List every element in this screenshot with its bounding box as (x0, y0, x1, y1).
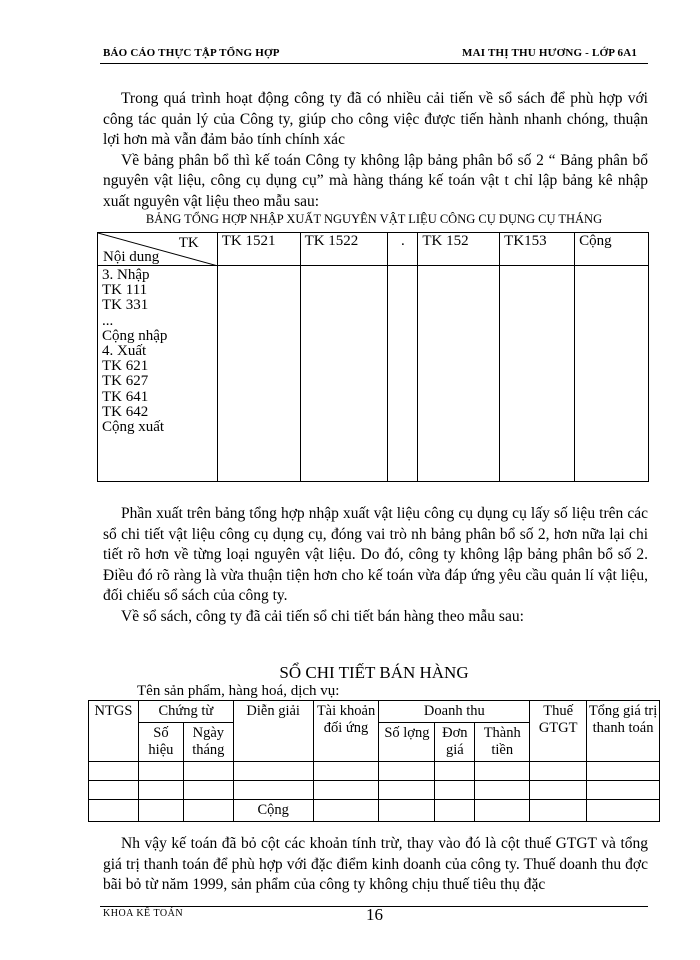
row-label: 4. Xuất (102, 343, 147, 360)
middle-paragraph-2: Về sổ sách, công ty đã cải tiến sổ chi tiết bán hàng theo mẫu sau: (121, 607, 524, 625)
table2-subtitle: Tên sản phẩm, hàng hoá, dịch vụ: (137, 683, 340, 699)
table-row (89, 781, 660, 800)
header-tai-khoan: Tài khoản đối ứng (313, 701, 379, 762)
header-left: BÁO CÁO THỰC TẬP TỔNG HỢP (103, 47, 280, 59)
intro-text (103, 89, 648, 212)
column-header: TK 1521 (217, 233, 300, 266)
intro-paragraph-1: Trong quá trình hoạt động công ty đã có nhiều cải tiến về sổ sách để phù hợp với công tác quản lý của Công ty, giúp cho công việc được tiến hành nhanh chóng, thuận lợi hơn mà vẫn đảm bảo tính chính xác (103, 90, 648, 148)
header-thue-gtgt: Thuế GTGT (530, 701, 587, 762)
diagonal-header-cell (98, 233, 218, 266)
column-header: . (388, 233, 418, 266)
table2-title: SỔ CHI TIẾT BÁN HÀNG (279, 663, 469, 682)
middle-paragraph-1: Phần xuất trên bảng tổng hợp nhập xuất vật liệu công cụ dụng cụ lấy số liệu trên các sổ chi tiết vật liệu công cụ dụng cụ, đóng vai trò nh bảng phân bổ số 2, hơn nữa lại chi tiết rõ hơn về từng loại nguyên vật liệu. Do đó, công ty không lập bảng phân bổ số 2. Điều đó rõ ràng là vừa thuận tiện hơn cho kế toán vừa đáp ứng yêu cầu quản lí vật liệu, đối chiếu sổ sách của công ty. (103, 505, 648, 604)
table-total-row (89, 800, 660, 822)
middle-text (103, 504, 648, 627)
header-don-gia: Đơn giá (435, 723, 475, 762)
header-rule (100, 63, 648, 64)
header-doanh-thu: Doanh thu (379, 701, 530, 723)
header-thanh-tien: Thành tiền (475, 723, 530, 762)
sales-detail-table (88, 700, 660, 822)
page-number: 16 (366, 905, 383, 924)
row-label: TK 627 (102, 373, 149, 390)
closing-text (103, 834, 648, 896)
row-labels-cell (98, 266, 218, 482)
inventory-summary-table (97, 232, 649, 482)
column-header: Cộng (575, 233, 649, 266)
row-label: Cộng xuất (102, 419, 165, 436)
header-ngay-thang: Ngày tháng (183, 723, 233, 762)
corner-top-label: TK (178, 235, 199, 251)
header-so-luong: Số lợng (379, 723, 435, 762)
row-label: TK 641 (102, 388, 149, 405)
row-label: 3. Nhập (102, 267, 150, 283)
column-header: TK 152 (418, 233, 500, 266)
row-label: TK 111 (102, 282, 148, 299)
header-tong-gia: Tổng giá trị thanh toán (587, 701, 660, 762)
footer-left: KHOA KẾ TOÁN (103, 908, 184, 919)
row-label: ... (102, 312, 114, 329)
data-cell (217, 266, 300, 482)
row-label: TK 621 (102, 358, 149, 375)
data-cell (418, 266, 500, 482)
corner-bottom-label: Nội dung (103, 249, 160, 265)
table1-title: BẢNG TỔNG HỢP NHẬP XUẤT NGUYÊN VẬT LIỆU CÔNG CỤ DỤNG CỤ THÁNG (145, 212, 603, 226)
row-label: TK 642 (102, 403, 149, 420)
column-header: TK 1522 (300, 233, 388, 266)
closing-paragraph: Nh vậy kế toán đã bỏ cột các khoản tính trừ, thay vào đó là cột thuế GTGT và tổng giá trị thanh toán để phù hợp với đặc điểm kinh doanh của công ty. Thuế doanh thu đợc bãi bỏ từ năm 1999, sản phẩm của công ty không chịu thuế tiêu thụ đặc (103, 835, 648, 893)
total-label: Cộng (233, 800, 313, 822)
table-row (89, 762, 660, 781)
intro-paragraph-2: Về bảng phân bổ thì kế toán Công ty không lập bảng phân bổ số 2 “ Bảng phân bổ nguyên vật liệu, công cụ dụng cụ” mà hàng tháng kế toán vật t chỉ lập bảng kê nhập xuất nguyên vật liệu theo mẫu sau: (103, 151, 648, 210)
header-right: MAI THỊ THU HƯƠNG - LỚP 6A1 (462, 47, 638, 59)
header-chung-tu: Chứng từ (138, 701, 233, 723)
row-label: Cộng nhập (102, 327, 168, 344)
data-cell (500, 266, 575, 482)
column-header: TK153 (500, 233, 575, 266)
header-so-hieu: Số hiệu (138, 723, 183, 762)
data-cell (300, 266, 388, 482)
header-ntgs: NTGS (89, 701, 139, 762)
row-label: TK 331 (102, 297, 149, 314)
header-dien-giai: Diễn giải (233, 701, 313, 762)
data-cell (388, 266, 418, 482)
data-cell (575, 266, 649, 482)
